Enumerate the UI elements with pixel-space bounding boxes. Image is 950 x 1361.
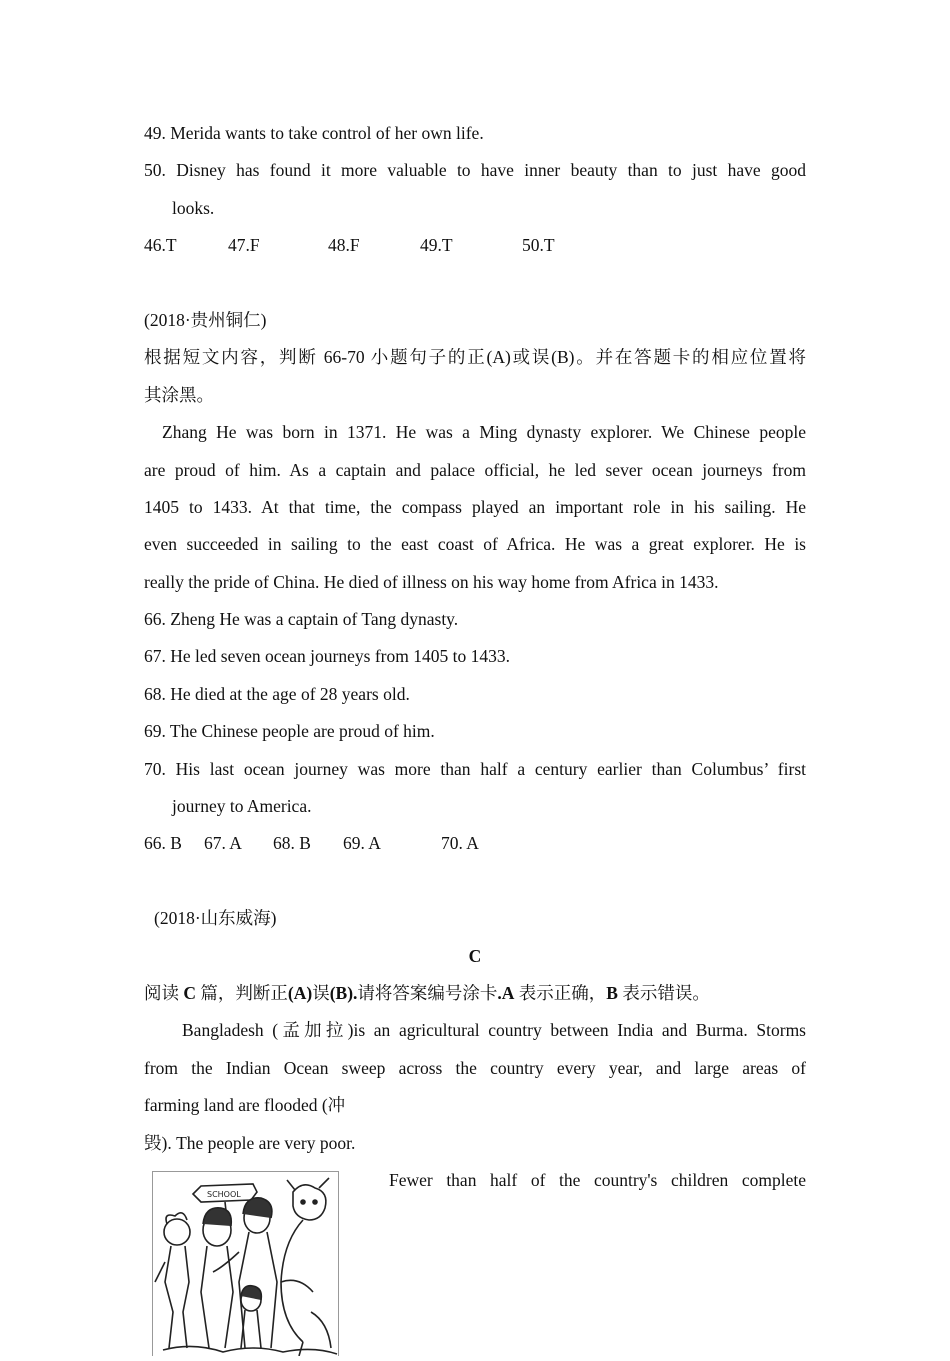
school-children-illustration <box>152 1171 339 1356</box>
instructions-c <box>144 978 806 1015</box>
instr-part: 误 <box>312 982 330 1003</box>
answer-69: 69. A <box>343 833 381 854</box>
question-49: 49. Merida wants to take control of her own life. <box>144 123 484 143</box>
instr-part: (B). <box>329 982 358 1003</box>
passage-line-4: even succeeded in sailing to the east coast of Africa. He was a great explorer. He is <box>144 534 806 555</box>
passage-line-2: are proud of him. As a captain and palace official, he led sever ocean journeys from <box>144 459 806 480</box>
answer-49: 49.T <box>420 235 453 256</box>
document-page <box>144 118 806 1355</box>
answer-46: 46.T <box>144 235 177 256</box>
instr-part: 请将答案编号涂卡 <box>357 982 498 1003</box>
cartoon-drawing <box>153 1172 338 1356</box>
answer-66: 66. B <box>144 833 182 854</box>
question-66: 66. Zheng He was a captain of Tang dynasty. <box>144 609 459 630</box>
spacer <box>144 866 806 903</box>
question-69: 69. The Chinese people are proud of him. <box>144 721 435 742</box>
question-68: 68. He died at the age of 28 years old. <box>144 683 410 704</box>
passage-line-3: 1405 to 1433. At that time, the compass played an important role in his sailing. He <box>144 496 806 517</box>
passage-c-line-3: farming land are flooded (冲 <box>144 1095 346 1116</box>
question-67: 67. He led seven ocean journeys from 1405 to 1433. <box>144 646 510 667</box>
question-50-continued: looks. <box>172 197 215 218</box>
passage-heading: C <box>468 945 482 966</box>
instr-part: 表示错误。 <box>617 982 710 1003</box>
instr-part: (A) <box>287 982 313 1003</box>
source-weihai: (2018·山东威海) <box>154 908 277 929</box>
answer-70: 70. A <box>441 833 479 854</box>
instr-part: 篇，判断正 <box>196 982 288 1003</box>
answer-key-46-50 <box>144 230 806 267</box>
question-50: 50. Disney has found it more valuable to have inner beauty than to just have good <box>144 160 806 181</box>
instr-part: 阅读 <box>144 982 184 1003</box>
sign-label: SCHOOL <box>207 1189 241 1199</box>
answer-key-66-70 <box>144 828 806 865</box>
answer-50: 50.T <box>522 235 555 256</box>
passage-c-line-5: Fewer than half of the country's children complete <box>389 1169 806 1190</box>
instr-part: C <box>183 982 197 1003</box>
passage-c-line-2: from the Indian Ocean sweep across the country every year, and large areas of <box>144 1057 806 1078</box>
spacer <box>144 268 806 305</box>
source-tongren: (2018·贵州铜仁) <box>144 309 267 330</box>
question-70: 70. His last ocean journey was more than half a century earlier than Columbus’ first <box>144 758 806 779</box>
answer-47: 47.F <box>228 235 260 256</box>
answer-48: 48.F <box>328 235 360 256</box>
answer-67: 67. A <box>204 833 242 854</box>
instr-part: 表示正确， <box>514 982 607 1003</box>
question-70-continued: journey to America. <box>172 796 312 817</box>
passage-line-5: really the pride of China. He died of illness on his way home from Africa in 1433. <box>144 571 719 592</box>
passage-c-line-4: 毁). The people are very poor. <box>144 1132 356 1153</box>
instr-part: .A <box>497 982 515 1003</box>
answer-68: 68. B <box>273 833 311 854</box>
instructions-line-2: 其涂黑。 <box>144 384 214 405</box>
passage-c-line-1: Bangladesh (孟加拉)is an agricultural country between India and Burma. Storms <box>182 1020 806 1041</box>
instructions-line-1: 根据短文内容，判断 66-70 小题句子的正(A)或误(B)。并在答题卡的相应位置将 <box>144 347 806 368</box>
illustration-row <box>144 1165 806 1355</box>
instr-part: B <box>606 982 618 1003</box>
passage-line-1: Zhang He was born in 1371. He was a Ming dynasty explorer. We Chinese people <box>162 422 806 443</box>
